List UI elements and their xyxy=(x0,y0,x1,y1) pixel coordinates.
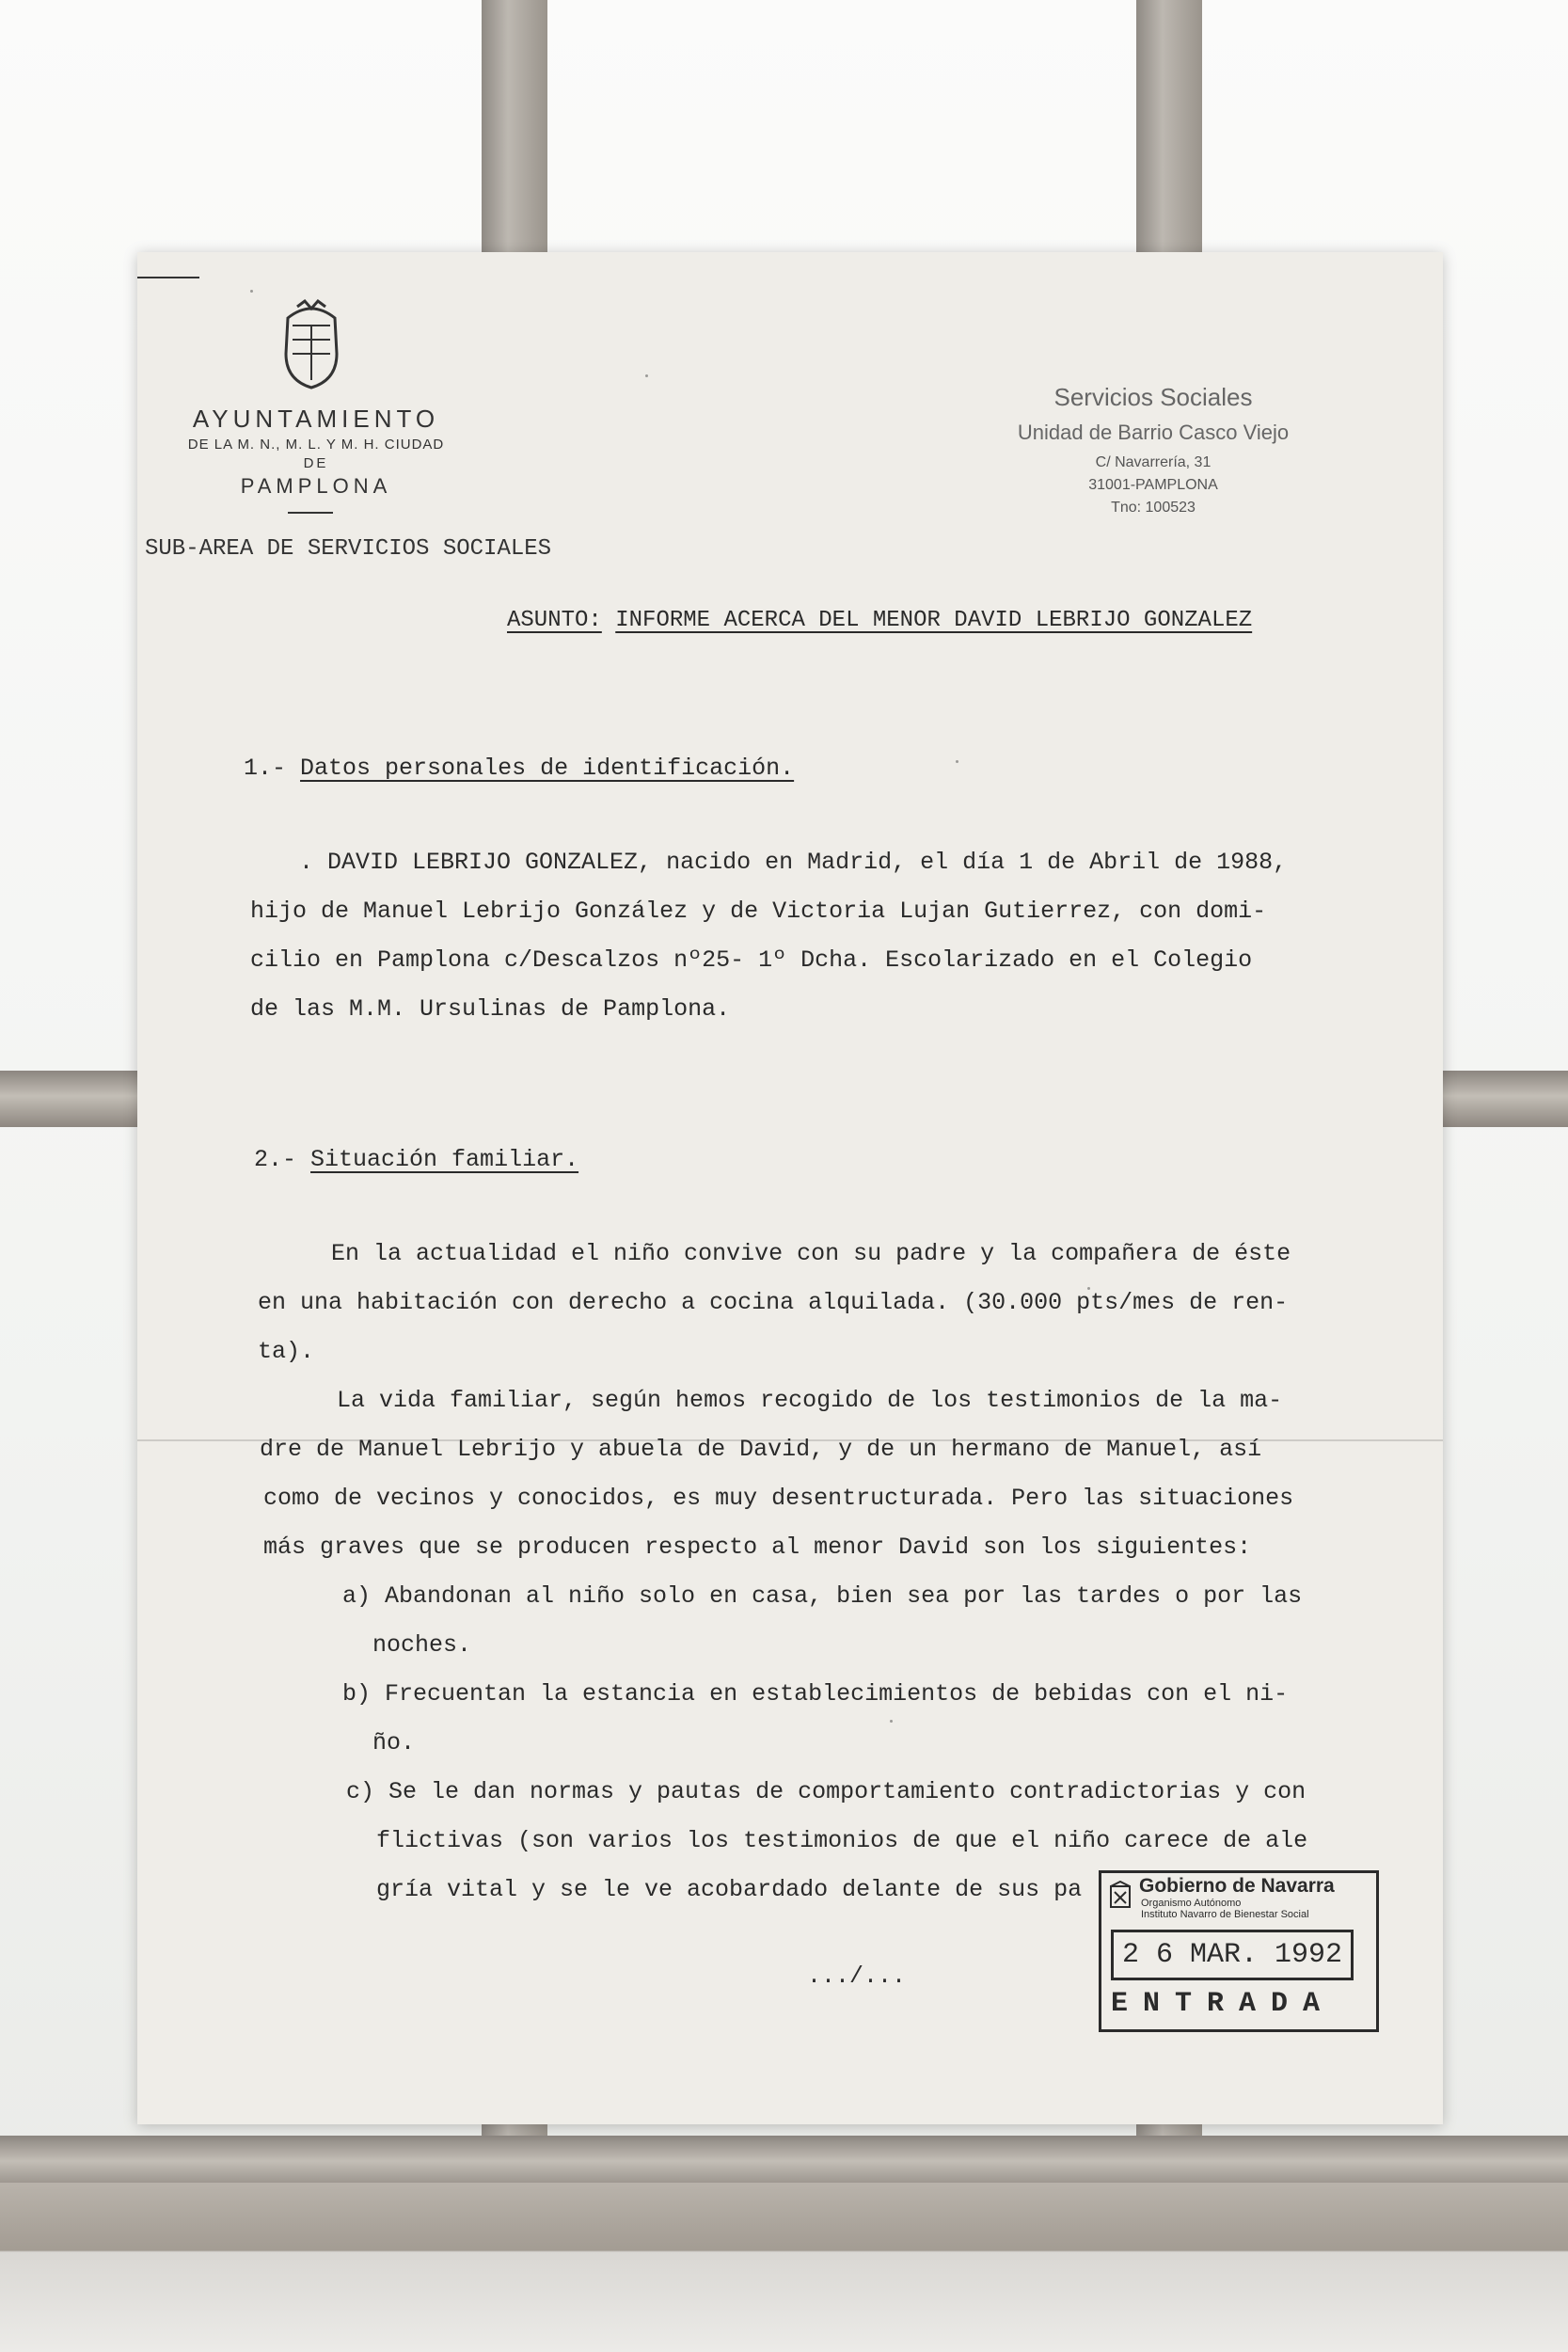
ink-speck xyxy=(956,760,958,763)
section-2-title: Situación familiar. xyxy=(310,1146,579,1173)
list-item-b-cont: ño. xyxy=(372,1729,416,1756)
stamp-date: 2 6 MAR. 1992 xyxy=(1111,1930,1354,1980)
list-item-b: b) Frecuentan la estancia en establecimientos de bebidas con el ni- xyxy=(342,1680,1289,1708)
header-rule xyxy=(137,277,199,278)
ink-speck xyxy=(250,290,253,293)
section-2-line: La vida familiar, según hemos recogido de los testimonios de la ma- xyxy=(337,1387,1283,1414)
org-rule xyxy=(288,512,333,514)
subject-line xyxy=(507,608,1252,633)
section-2-number: 2.- xyxy=(254,1146,297,1173)
navarra-shield-icon xyxy=(1109,1881,1132,1909)
list-item-c-cont: gría vital y se le ve acobardado delante de sus pa xyxy=(376,1876,1083,1903)
section-2-line: en una habitación con derecho a cocina alquilada. (30.000 pts/mes de ren- xyxy=(258,1289,1289,1316)
services-address: C/ Navarrería, 31 xyxy=(1095,454,1212,470)
continuation-mark: .../... xyxy=(807,1963,907,1990)
subject-text: INFORME ACERCA DEL MENOR DAVID LEBRIJO GONZALEZ xyxy=(615,608,1253,633)
document-page xyxy=(137,252,1443,2124)
section-1-line: hijo de Manuel Lebrijo González y de Victoria Lujan Gutierrez, con domi- xyxy=(250,898,1267,925)
sub-area-heading: SUB-AREA DE SERVICIOS SOCIALES xyxy=(145,536,552,562)
section-2-line: dre de Manuel Lebrijo y abuela de David, y de un hermano de Manuel, así xyxy=(260,1436,1262,1463)
services-unit: Unidad de Barrio Casco Viejo xyxy=(1017,421,1290,444)
list-item-c-cont: flictivas (son varios los testimonios de que el niño carece de ale xyxy=(376,1827,1308,1854)
services-phone: Tno: 100523 xyxy=(1111,500,1196,516)
coat-of-arms-icon xyxy=(269,297,354,391)
org-de: DE xyxy=(303,455,329,471)
services-postal: 31001-PAMPLONA xyxy=(1088,477,1218,493)
section-1-line: de las M.M. Ursulinas de Pamplona. xyxy=(250,995,731,1023)
services-title: Servicios Sociales xyxy=(1053,383,1253,411)
entry-stamp xyxy=(1099,1870,1379,2032)
org-city: PAMPLONA xyxy=(240,474,392,498)
services-address-block xyxy=(942,380,1365,519)
stamp-organization: Gobierno de Navarra xyxy=(1139,1875,1335,1897)
section-2-line: En la actualidad el niño convive con su padre y la compañera de éste xyxy=(331,1240,1291,1267)
list-item-a-cont: noches. xyxy=(372,1631,472,1659)
section-1-line: cilio en Pamplona c/Descalzos nº25- 1º Dcha. Escolarizado en el Colegio xyxy=(250,946,1253,974)
ink-speck xyxy=(645,374,648,377)
section-1-number: 1.- xyxy=(244,755,287,782)
ink-speck xyxy=(890,1720,893,1723)
section-1-line: . DAVID LEBRIJO GONZALEZ, nacido en Madrid, el día 1 de Abril de 1988, xyxy=(299,849,1288,876)
org-name: AYUNTAMIENTO xyxy=(192,405,440,433)
subject-label: ASUNTO: xyxy=(507,608,602,633)
section-1-heading xyxy=(244,755,794,782)
list-item-c: c) Se le dan normas y pautas de comportamiento contradictorias y con xyxy=(346,1778,1307,1805)
section-2-heading xyxy=(254,1146,578,1173)
stamp-subtitle: Instituto Navarro de Bienestar Social xyxy=(1141,1909,1309,1920)
org-subtitle: DE LA M. N., M. L. Y M. H. CIUDAD xyxy=(187,437,445,453)
section-2-line: más graves que se producen respecto al menor David son los siguientes: xyxy=(263,1534,1252,1561)
section-2-line: como de vecinos y conocidos, es muy desentructurada. Pero las situaciones xyxy=(263,1485,1294,1512)
stamp-entry-label: ENTRADA xyxy=(1111,1988,1336,2020)
window-sill xyxy=(0,2183,1568,2352)
stamp-subtitle: Organismo Autónomo xyxy=(1141,1898,1242,1909)
list-item-a: a) Abandonan al niño solo en casa, bien sea por las tardes o por las xyxy=(342,1582,1303,1610)
section-2-line: ta). xyxy=(258,1338,315,1365)
section-1-title: Datos personales de identificación. xyxy=(300,755,795,782)
